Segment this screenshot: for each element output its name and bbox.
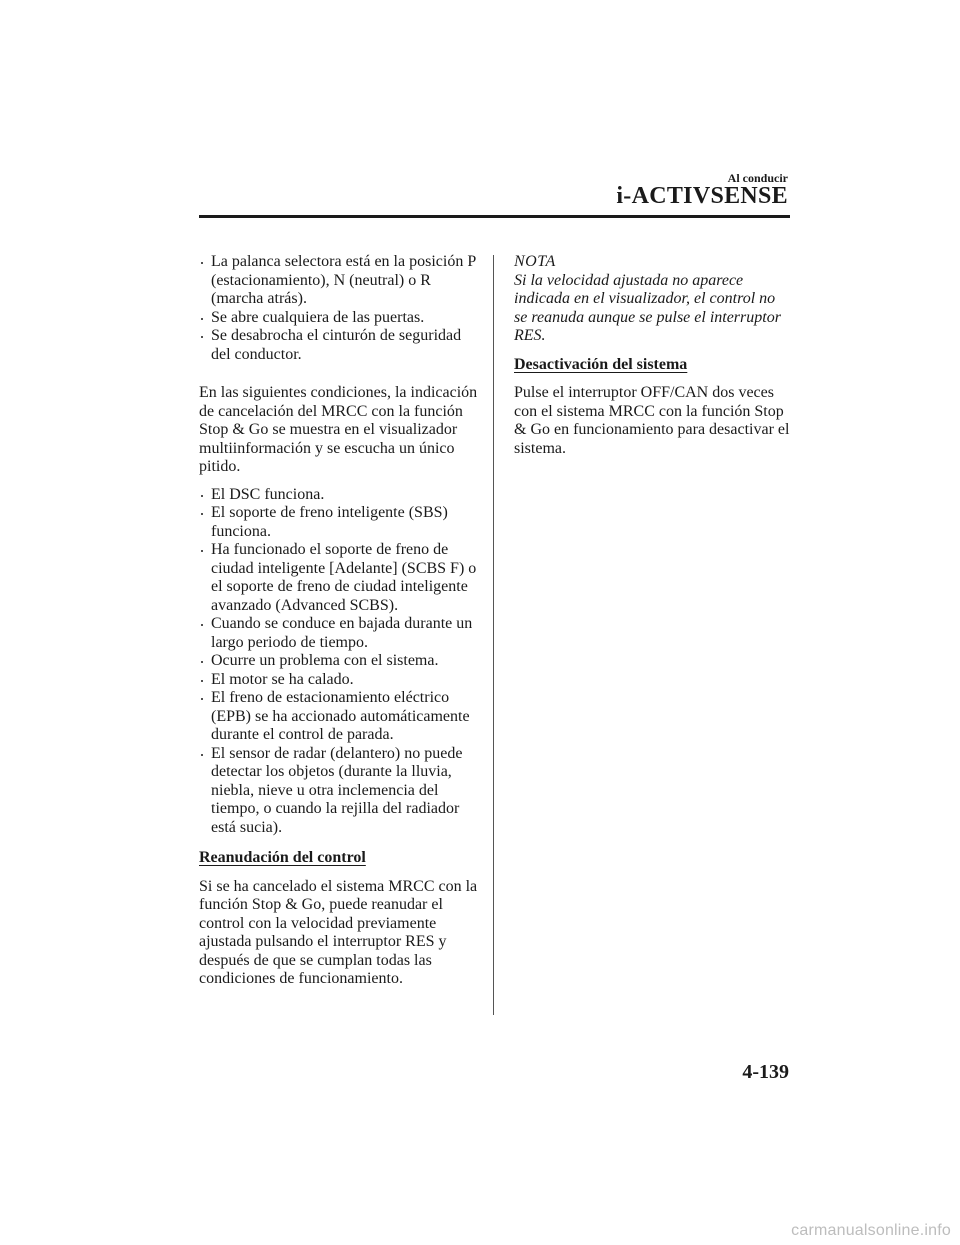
header-section-label: Al conducir [727, 171, 788, 185]
list-item [199, 689, 481, 745]
list-item-text: El sensor de radar (delantero) no puede detectar los objetos (durante la lluvia, niebla, nieve u otra inclemencia del tiempo, o cuando la rejilla del radiador está sucia). [211, 744, 463, 836]
deactivation-heading: Desactivación del sistema [514, 355, 688, 373]
bullet-dot-icon [201, 698, 203, 700]
bullet-dot-icon [201, 318, 203, 320]
list-item-text: Ocurre un problema con el sistema. [211, 652, 439, 669]
bullet-dot-icon [201, 624, 203, 626]
resume-heading: Reanudación del control [199, 849, 366, 866]
note-label: NOTA [514, 253, 556, 270]
list-item-text: El freno de estacionamiento eléctrico (EPB) se ha accionado automáticamente durante el control de parada. [211, 689, 470, 743]
list-item [199, 541, 481, 615]
right-column [514, 253, 792, 458]
list-item [199, 504, 481, 541]
list-item [199, 309, 481, 328]
list-item [199, 327, 481, 364]
list-item-text: Ha funcionado el soporte de freno de ciudad inteligente [Adelante] (SCBS F) o el soporte de freno de ciudad inteligente avanzado (Advanced SCBS). [211, 541, 477, 614]
conditions-paragraph: En las siguientes condiciones, la indicación de cancelación del MRCC con la función Stop & Go se muestra en el visualizador multiinformación y se escucha un único pitido. [199, 384, 478, 475]
bullet-dot-icon [201, 336, 203, 338]
bullet-dot-icon [201, 661, 203, 663]
header-title: i-ACTIVSENSE [616, 183, 788, 209]
page-number: 4-139 [742, 1061, 789, 1083]
bullet-dot-icon [201, 680, 203, 682]
list-item [199, 486, 481, 505]
bullet-dot-icon [201, 262, 203, 264]
list-item [199, 253, 481, 309]
list-item-text: Se abre cualquiera de las puertas. [211, 308, 425, 326]
bullet-dot-icon [201, 550, 203, 552]
list-item [199, 615, 481, 652]
bullet-list-top [199, 253, 481, 364]
left-column [199, 253, 481, 989]
column-divider [493, 255, 494, 1015]
list-item-text: Se desabrocha el cinturón de seguridad del conductor. [211, 327, 462, 363]
resume-paragraph: Si se ha cancelado el sistema MRCC con la función Stop & Go, puede reanudar el control con la velocidad previamente ajustada pulsando el interruptor RES y después de que se cumplan todas las condiciones de funcionamiento. [199, 877, 478, 987]
list-item-text: Cuando se conduce en bajada durante un largo periodo de tiempo. [211, 615, 473, 651]
bullet-dot-icon [201, 513, 203, 515]
list-item-text: El DSC funciona. [211, 485, 325, 503]
list-item [199, 671, 481, 690]
list-item-text: El motor se ha calado. [211, 670, 354, 688]
header-rule [199, 215, 790, 218]
list-item-text: El soporte de freno inteligente (SBS) funciona. [211, 504, 448, 540]
list-item-text: La palanca selectora está en la posición P (estacionamiento), N (neutral) o R (marcha atrás). [211, 253, 476, 307]
watermark: carmanualsonline.info [791, 1222, 951, 1239]
bullet-list-conditions [199, 486, 481, 838]
note-text: Si la velocidad ajustada no aparece indicada en el visualizador, el control no se reanuda aunque se pulse el interruptor RES. [514, 271, 781, 344]
deactivation-paragraph: Pulse el interruptor OFF/CAN dos veces con el sistema MRCC con la función Stop & Go en funcionamiento para desactivar el sistema. [514, 384, 790, 457]
list-item [199, 745, 481, 838]
bullet-dot-icon [201, 754, 203, 756]
bullet-dot-icon [201, 495, 203, 497]
list-item [199, 652, 481, 671]
